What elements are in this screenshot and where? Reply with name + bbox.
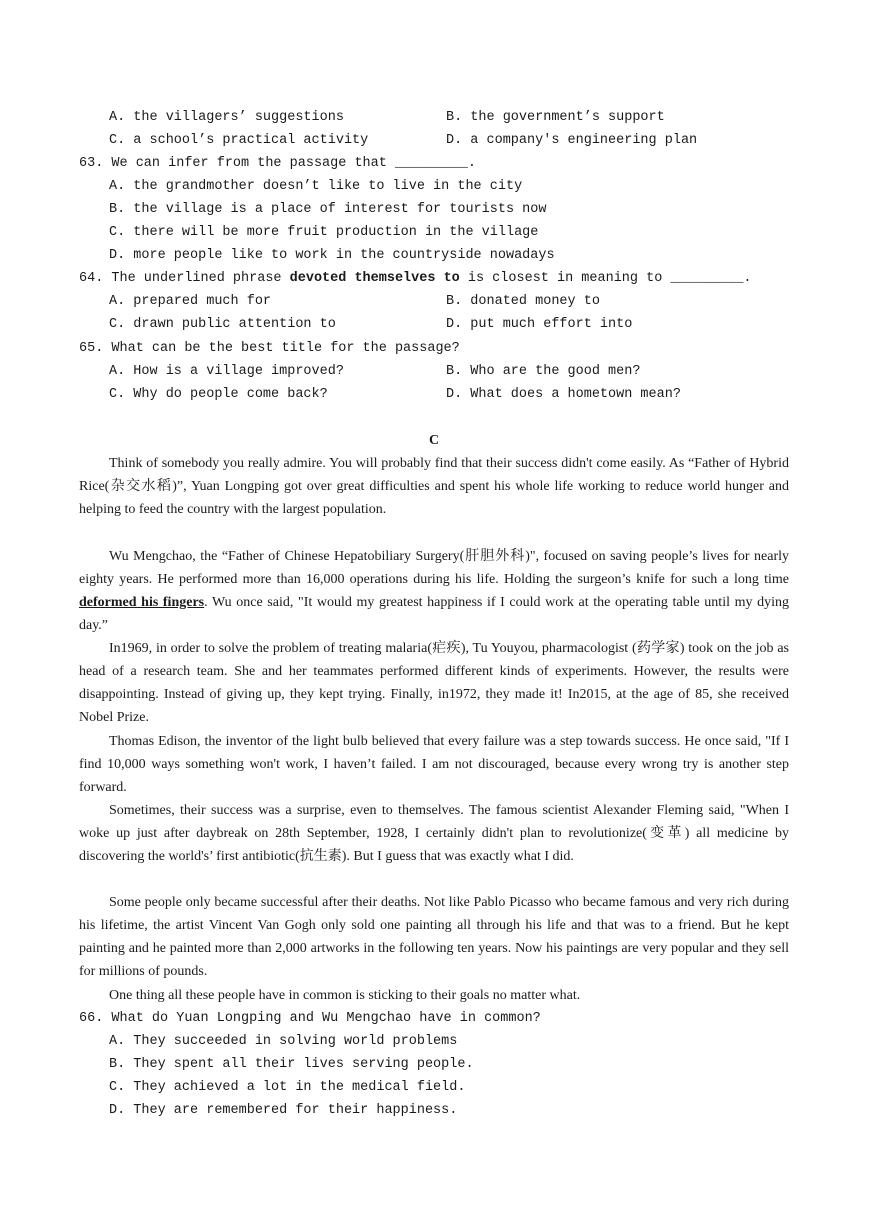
q65-option-d: D. What does a hometown mean? <box>446 387 681 402</box>
q63-option-d: D. more people like to work in the countryside nowadays <box>109 248 555 263</box>
q63-option-a: A. the grandmother doesn’t like to live in the city <box>109 179 523 194</box>
q65-option-b: B. Who are the good men? <box>446 364 641 379</box>
paragraph-2-text-before: Wu Mengchao, the “Father of Chinese Hepatobiliary Surgery(肝胆外科)", focused on saving people’s lives for nearly eighty years. He performed more than 16,000 operations during his life. Holding the surgeon’s knife for such a long time <box>79 549 789 588</box>
q65-option-c: C. Why do people come back? <box>109 387 328 402</box>
underlined-phrase-deformed: deformed his fingers <box>79 595 205 611</box>
q64-option-d: D. put much effort into <box>446 317 633 332</box>
passage-paragraph-4: Thomas Edison, the inventor of the light bulb believed that every failure was a step towards success. He once said, "If I find 10,000 ways something won't work, I haven’t failed. I am not discouraged, because every wrong try is another step forward. <box>79 734 789 796</box>
q64-stem-suffix: is closest in meaning to _________. <box>459 271 752 286</box>
q66-option-c: C. They achieved a lot in the medical field. <box>109 1080 466 1095</box>
passage-paragraph-3: In1969, in order to solve the problem of treating malaria(疟疾), Tu Youyou, pharmacologist (药学家) took on the job as head of a research team. She and her teammates performed different kinds of experiments. However, the results were disappointing. Instead of giving up, they kept trying. Finally, in1972, they made it! In2015, at the age of 85, she received Nobel Prize. <box>79 641 789 726</box>
paragraph-2-text-after: . Wu once said, "It would my greatest happiness if I could work at the operating table until my dying day.” <box>79 595 789 634</box>
q64-stem-prefix: 64. The underlined phrase <box>79 271 290 286</box>
q66-option-a: A. They succeeded in solving world problems <box>109 1034 458 1049</box>
section-heading: C <box>428 433 440 448</box>
passage-paragraph-2 <box>79 545 789 637</box>
q65-stem: 65. What can be the best title for the passage? <box>79 341 460 356</box>
q66-stem: 66. What do Yuan Longping and Wu Mengchao have in common? <box>79 1011 541 1026</box>
q64-underlined-phrase: devoted themselves to <box>289 271 460 286</box>
q64-option-a: A. prepared much for <box>109 294 272 309</box>
q62-option-d: D. a company's engineering plan <box>446 133 698 148</box>
q62-option-c: C. a school’s practical activity <box>109 133 369 148</box>
q62-option-a: A. the villagers’ suggestions <box>109 110 344 125</box>
q63-option-b: B. the village is a place of interest for tourists now <box>109 202 547 217</box>
q64-option-c: C. drawn public attention to <box>109 317 336 332</box>
passage-paragraph-7: One thing all these people have in common is sticking to their goals no matter what. <box>109 988 581 1003</box>
q63-stem: 63. We can infer from the passage that _________. <box>79 156 476 171</box>
q64-option-b: B. donated money to <box>446 294 600 309</box>
q65-option-a: A. How is a village improved? <box>109 364 344 379</box>
passage-paragraph-1: Think of somebody you really admire. You will probably find that their success didn't come easily. As “Father of Hybrid Rice(杂交水稻)”, Yuan Longping got over great difficulties and spent his whole life working to reduce world hunger and helping to feed the country with the largest population. <box>79 456 789 518</box>
q66-option-b: B. They spent all their lives serving people. <box>109 1057 474 1072</box>
q62-option-b: B. the government’s support <box>446 110 665 125</box>
passage-paragraph-6: Some people only became successful after their deaths. Not like Pablo Picasso who became famous and very rich during his lifetime, the artist Vincent Van Gogh only sold one painting all through his life and that was to a friend. But he kept painting and he painted more than 2,000 artworks in the following ten years. Now his paintings are very popular and they sell for millions of pounds. <box>79 895 789 980</box>
q64-stem <box>79 267 751 290</box>
q66-option-d: D. They are remembered for their happiness. <box>109 1103 458 1118</box>
q63-option-c: C. there will be more fruit production in the village <box>109 225 539 240</box>
passage-paragraph-5: Sometimes, their success was a surprise, even to themselves. The famous scientist Alexander Fleming said, "When I woke up just after daybreak on 28th September, 1928, I certainly didn't plan to revolutionize(变革) all medicine by discovering the world's’ first antibiotic(抗生素). But I guess that was exactly what I did. <box>79 803 789 865</box>
